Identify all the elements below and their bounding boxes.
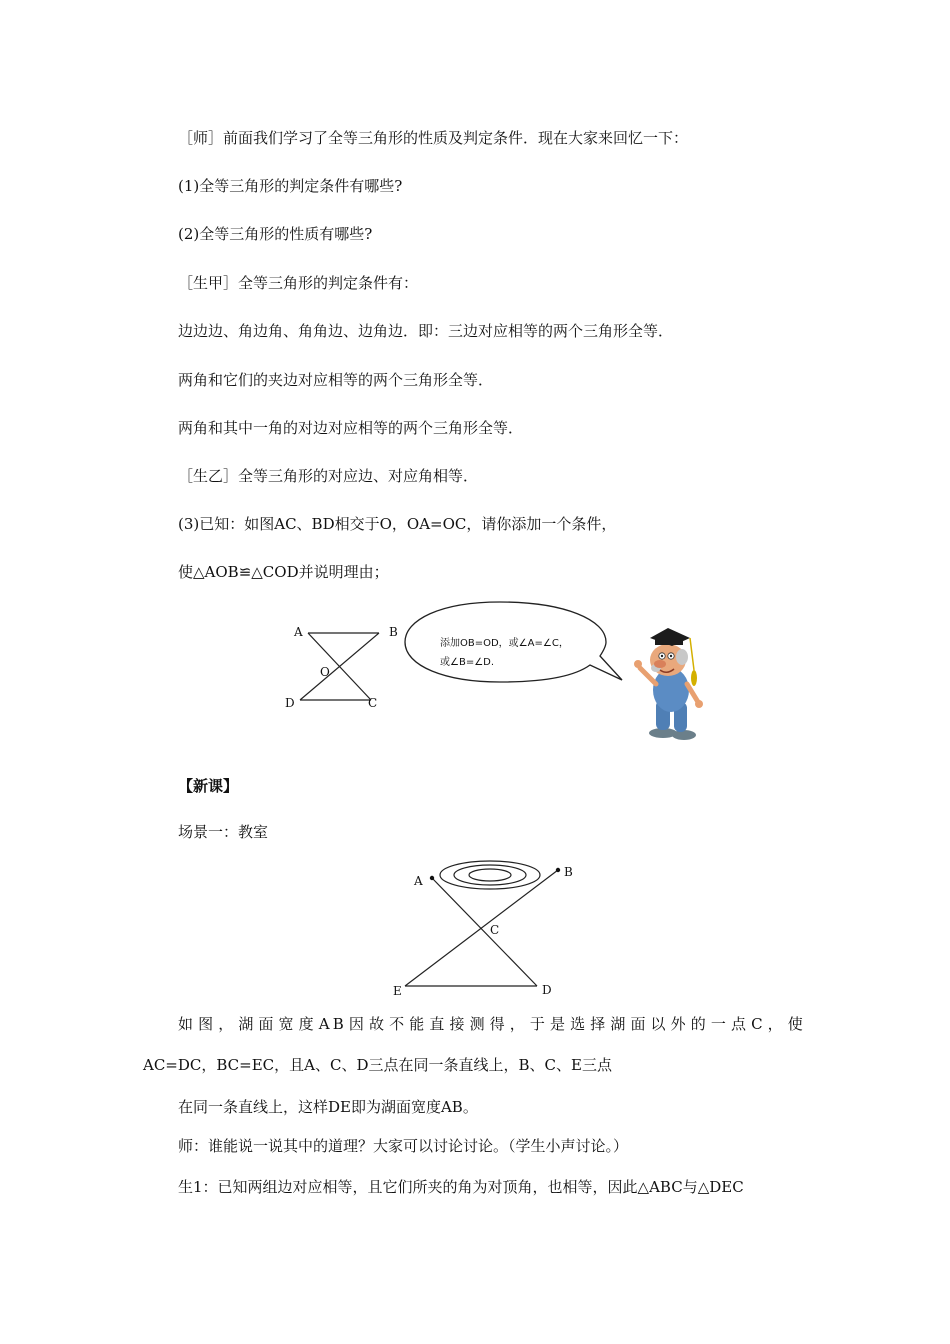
condition-2: 两角和它们的夹边对应相等的两个三角形全等． bbox=[178, 371, 494, 389]
figure-2-label-c: C bbox=[490, 923, 500, 937]
lesson-paragraph-1-line-3: 在同一条直线上，这样DE即为湖面宽度AB。 bbox=[178, 1098, 478, 1116]
figure-1-label-c: C bbox=[368, 696, 378, 710]
figure-2-label-b: B bbox=[564, 865, 573, 879]
lake-icon bbox=[440, 861, 540, 889]
teacher-intro: ［师］前面我们学习了全等三角形的性质及判定条件．现在大家来回忆一下： bbox=[178, 129, 689, 147]
figure-1-label-b: B bbox=[389, 625, 398, 639]
figure-2-label-a: A bbox=[414, 874, 423, 888]
question-3-line1: (3)已知：如图AC、BD相交于O，OA=OC，请你添加一个条件， bbox=[178, 515, 617, 533]
question-3-line2: 使△AOB≌△COD并说明理由； bbox=[178, 563, 389, 581]
figure-2-lines bbox=[405, 870, 558, 986]
scene-title: 场景一：教室 bbox=[178, 823, 269, 841]
new-lesson-heading: 【新课】 bbox=[178, 777, 239, 795]
bubble-line-2: 或∠B=∠D. bbox=[440, 657, 495, 668]
point-b bbox=[556, 868, 560, 872]
student-b-answer: ［生乙］全等三角形的对应边、对应角相等． bbox=[178, 467, 479, 485]
student-a-answer: ［生甲］全等三角形的判定条件有： bbox=[178, 274, 419, 292]
condition-3: 两角和其中一角的对边对应相等的两个三角形全等． bbox=[178, 419, 524, 437]
figure-1-label-d: D bbox=[285, 696, 295, 710]
figure-1-label-o: O bbox=[320, 665, 330, 679]
lesson-paragraph-1-line-2: AC=DC，BC=EC，且A、C、D三点在同一条直线上，B、C、E三点 bbox=[143, 1056, 612, 1074]
lesson-paragraph-1 bbox=[178, 1014, 806, 1034]
lesson-paragraph-1-line-1: 如图，湖面宽度AB因故不能直接测得，于是选择湖面以外的一点C，使 bbox=[178, 1015, 806, 1033]
condition-1: 边边边、角边角、角角边、边角边．即：三边对应相等的两个三角形全等． bbox=[178, 322, 674, 340]
figure-1-label-a: A bbox=[294, 625, 303, 639]
student-1-answer: 生1：已知两组边对应相等，且它们所夹的角为对顶角，也相等，因此△ABC与△DEC bbox=[178, 1178, 744, 1196]
bubble-line-1: 添加OB=OD，或∠A=∠C， bbox=[440, 638, 569, 649]
figure-2-label-d: D bbox=[542, 983, 552, 997]
question-2: (2)全等三角形的性质有哪些? bbox=[178, 225, 373, 243]
figure-2-label-e: E bbox=[393, 984, 402, 998]
teacher-question: 师：谁能说一说其中的道理？大家可以讨论讨论。（学生小声讨论。） bbox=[178, 1137, 629, 1155]
point-a bbox=[430, 876, 434, 880]
question-1: (1)全等三角形的判定条件有哪些? bbox=[178, 177, 403, 195]
